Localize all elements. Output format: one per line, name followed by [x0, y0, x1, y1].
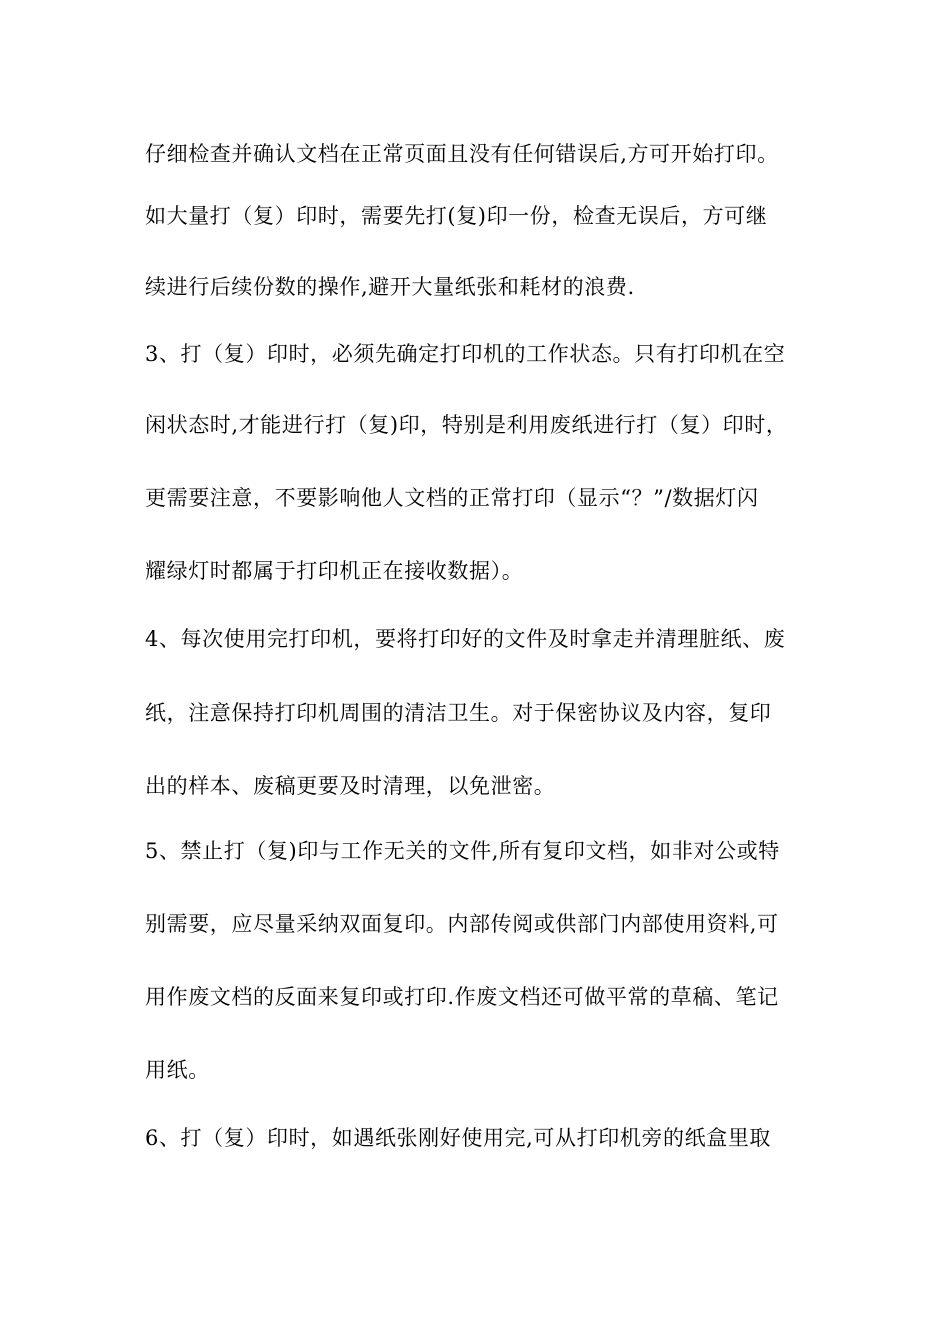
text-line: 更需要注意，不要影响他人文档的正常打印（显示“？”/数据灯闪 [145, 486, 759, 510]
text-line: 仔细检查并确认文档在正常页面且没有任何错误后,方可开始打印。 [145, 142, 779, 166]
text-line: 5、禁止打（复)印与工作无关的文件,所有复印文档，如非对公或特 [145, 839, 780, 863]
text-line: 用纸。 [145, 1058, 210, 1082]
text-line: 别需要，应尽量采纳双面复印。内部传阅或供部门内部使用资料,可 [145, 912, 779, 936]
text-line: 6、打（复）印时，如遇纸张刚好使用完,可从打印机旁的纸盒里取 [145, 1126, 772, 1150]
text-line: 如大量打（复）印时，需要先打(复)印一份，检查无误后，方可继 [145, 204, 768, 228]
text-line: 出的样本、废稿更要及时清理，以免泄密。 [145, 774, 556, 798]
text-line: 耀绿灯时都属于打印机正在接收数据）。 [145, 559, 524, 583]
text-line: 3、打（复）印时，必须先确定打印机的工作状态。只有打印机在空 [145, 342, 786, 366]
text-line: 用作废文档的反面来复印或打印.作废文档还可做平常的草稿、笔记 [145, 985, 779, 1009]
text-line: 4、每次使用完打印机，要将打印好的文件及时拿走并清理脏纸、废 [145, 627, 786, 651]
text-line: 续进行后续份数的操作,避开大量纸张和耗材的浪费. [145, 275, 635, 299]
text-line: 闲状态时,才能进行打（复)印，特别是利用废纸进行打（复）印时， [145, 413, 788, 437]
text-line: 纸，注意保持打印机周围的清洁卫生。对于保密协议及内容，复印 [145, 701, 772, 725]
